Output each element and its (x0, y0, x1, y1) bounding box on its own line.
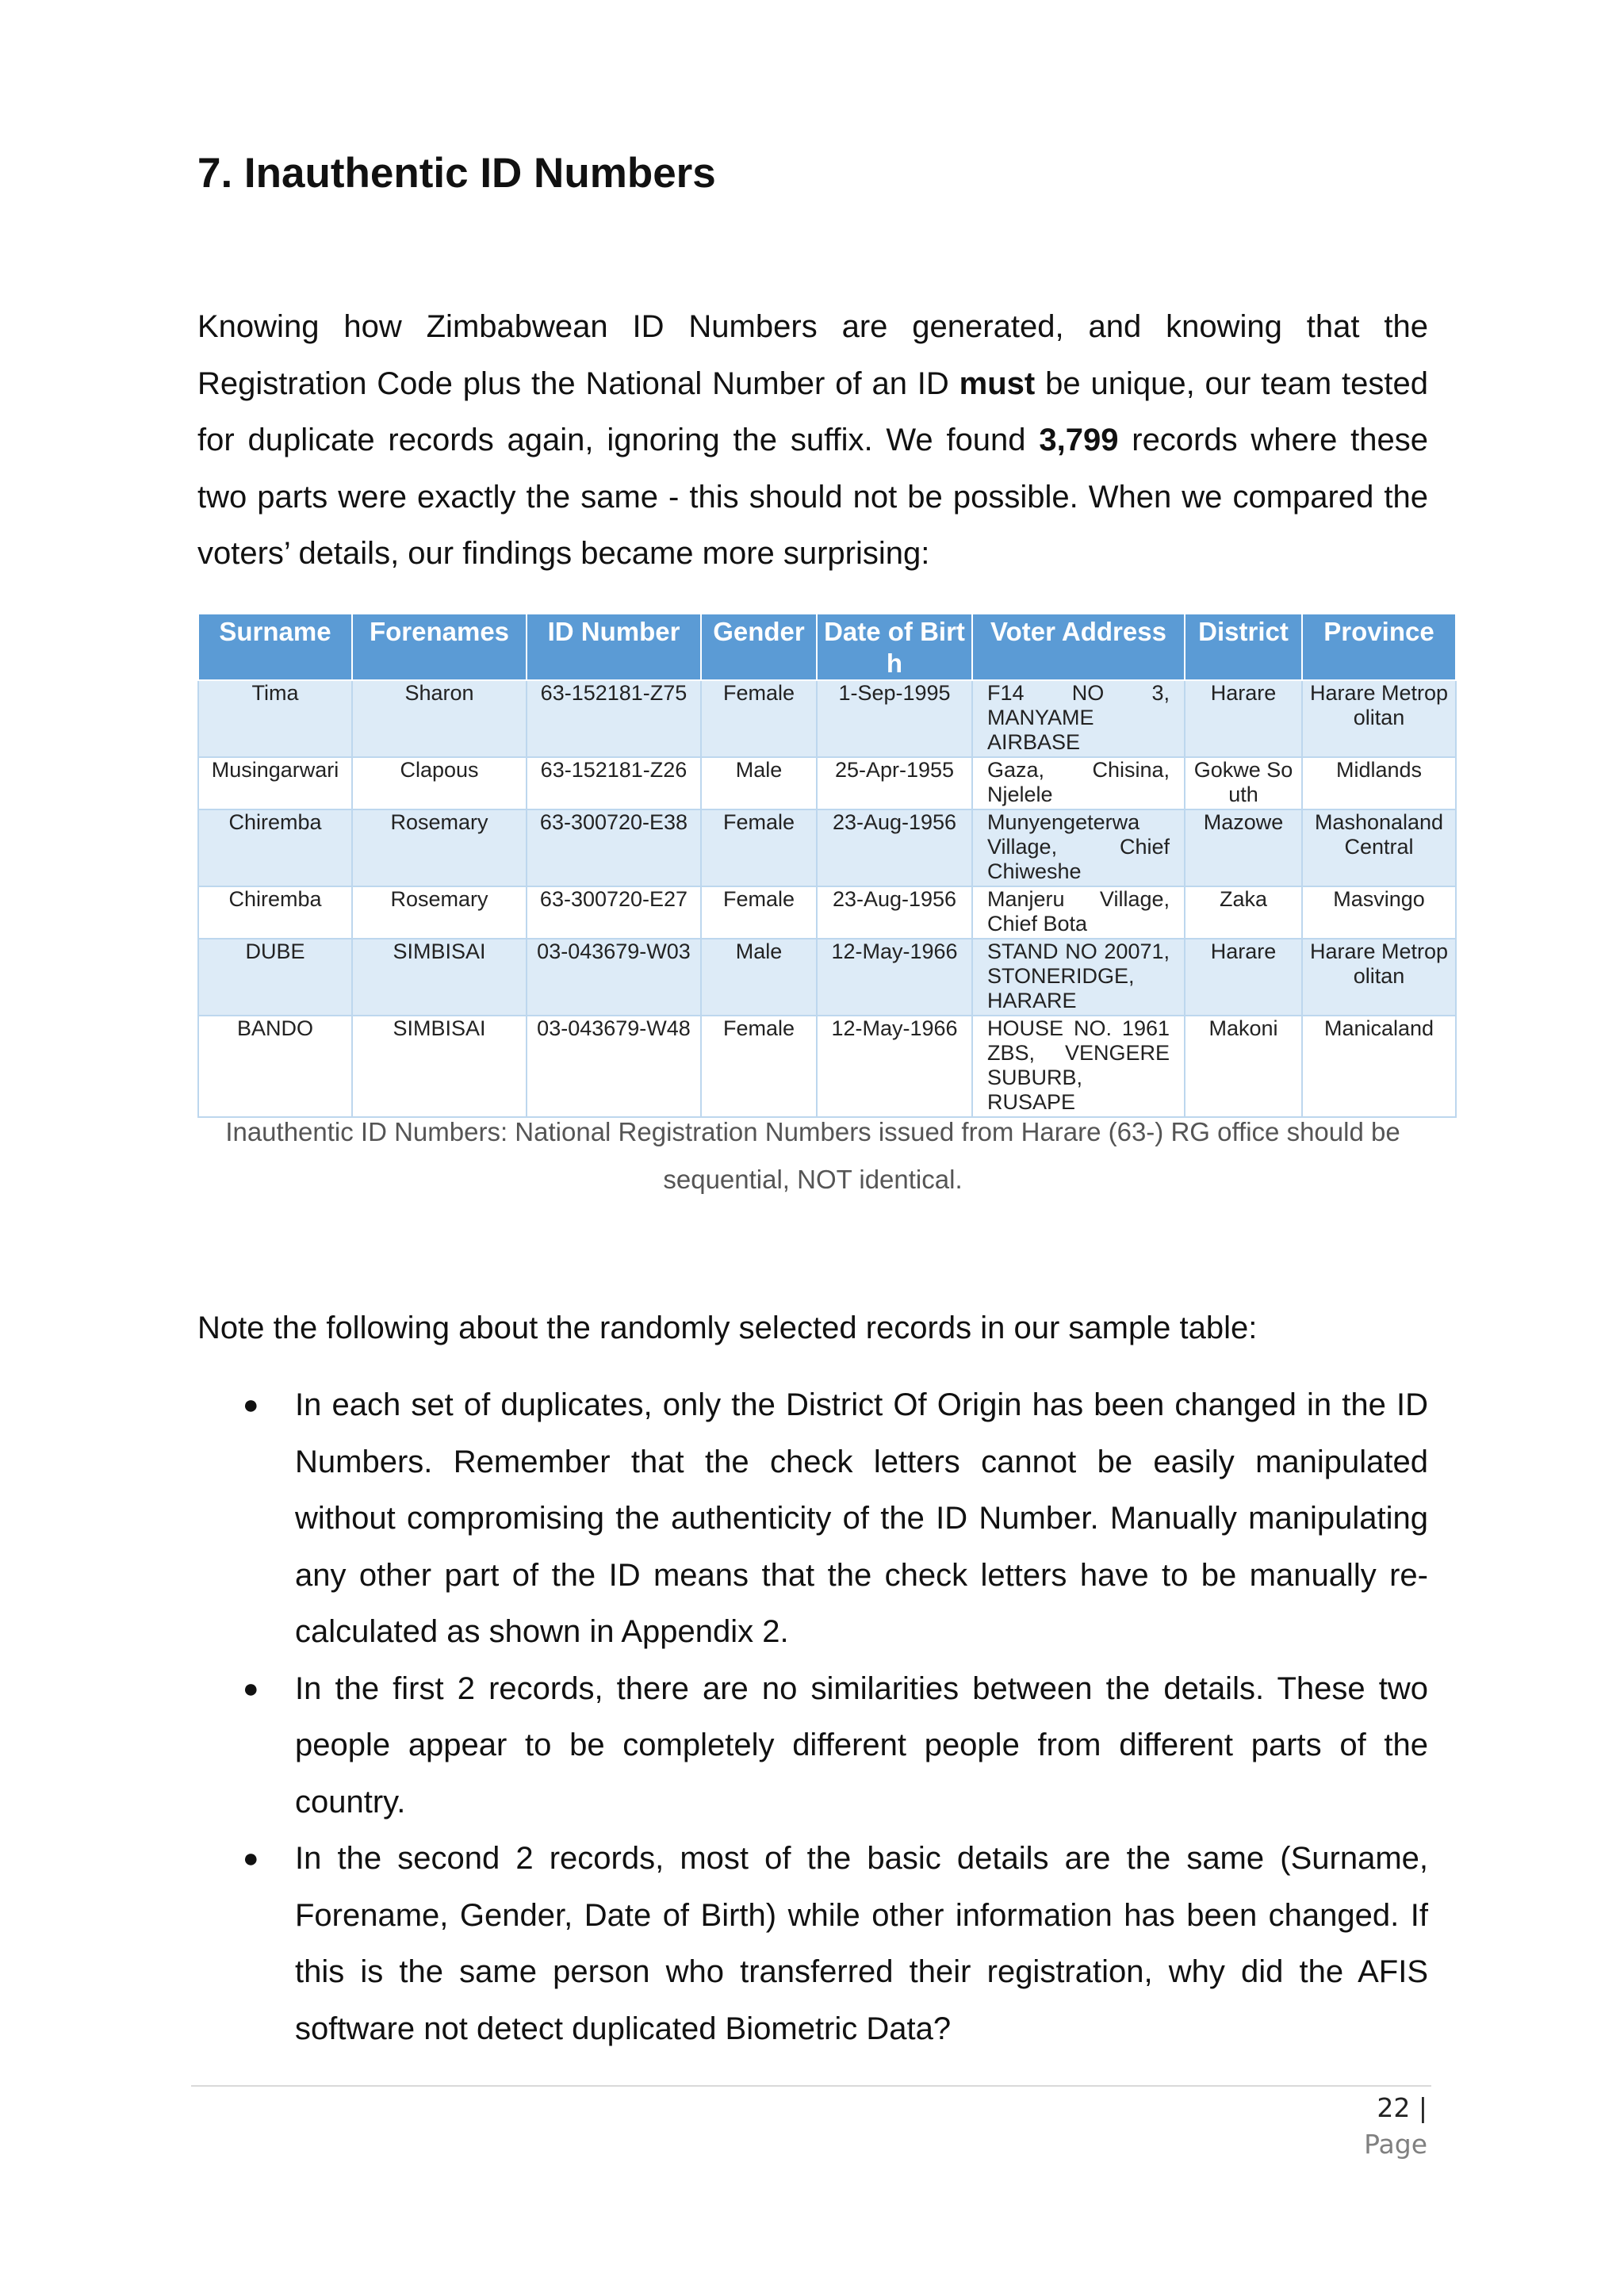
intro-emphasis-must: must (959, 365, 1036, 401)
cell-surname: Chiremba (198, 809, 352, 886)
header-forenames: Forenames (352, 614, 527, 680)
note-intro: Note the following about the randomly selected records in our sample table: (197, 1311, 1258, 1345)
cell-district: Zaka (1185, 886, 1302, 939)
cell-id-number: 63-152181-Z26 (527, 757, 701, 809)
cell-province: Mashonaland Central (1302, 809, 1456, 886)
cell-id-number: 63-300720-E38 (527, 809, 701, 886)
cell-forenames: Rosemary (352, 809, 527, 886)
table-header-row (198, 614, 1456, 680)
cell-voter-address: Manjeru Village, Chief Bota (972, 886, 1185, 939)
cell-voter-address: HOUSE NO. 1961 ZBS, VENGERE SUBURB, RUSAPE (972, 1016, 1185, 1117)
intro-paragraph (197, 299, 1428, 583)
header-voter-address: Voter Address (972, 614, 1185, 680)
cell-id-number: 03-043679-W03 (527, 939, 701, 1016)
duplicate-id-table (197, 613, 1457, 1118)
cell-district: Harare (1185, 939, 1302, 1016)
intro-text-2: be unique, our team tested for duplicate records again, ignoring the suffix. We found (197, 365, 1428, 457)
footer-divider (191, 2085, 1431, 2087)
cell-forenames: Sharon (352, 680, 527, 757)
table-row (198, 809, 1456, 886)
cell-date-of-birth: 1-Sep-1995 (817, 680, 972, 757)
page-number: 22 | (1377, 2092, 1427, 2123)
cell-district: Gokwe South (1185, 757, 1302, 809)
cell-voter-address: F14 NO 3, MANYAME AIRBASE (972, 680, 1185, 757)
cell-date-of-birth: 12-May-1966 (817, 1016, 972, 1117)
cell-gender: Male (701, 757, 817, 809)
cell-date-of-birth: 23-Aug-1956 (817, 886, 972, 939)
cell-voter-address: Gaza, Chisina, Njelele (972, 757, 1185, 809)
cell-date-of-birth: 25-Apr-1955 (817, 757, 972, 809)
intro-emphasis-count: 3,799 (1039, 423, 1119, 457)
findings-list (197, 1377, 1428, 2057)
cell-voter-address: Munyengeterwa Village, Chief Chiweshe (972, 809, 1185, 886)
cell-date-of-birth: 12-May-1966 (817, 939, 972, 1016)
cell-surname: Chiremba (198, 886, 352, 939)
page-label: Page (1364, 2129, 1427, 2160)
list-item (197, 1831, 1428, 2057)
list-item-text: In the second 2 records, most of the basic details are the same (Surname, Forename, Gender, Date of Birth) while other information has been changed. If this is the same person who transferred their registration, why did the AFIS software not detect duplicated Biometric Data? (295, 1841, 1428, 2046)
bullet-icon: ● (243, 1673, 259, 1704)
cell-district: Harare (1185, 680, 1302, 757)
header-gender: Gender (701, 614, 817, 680)
header-date-of-birth: Date of Birth (817, 614, 972, 680)
cell-id-number: 03-043679-W48 (527, 1016, 701, 1117)
cell-forenames: SIMBISAI (352, 1016, 527, 1117)
table-row (198, 757, 1456, 809)
cell-province: Manicaland (1302, 1016, 1456, 1117)
cell-gender: Female (701, 1016, 817, 1117)
cell-gender: Male (701, 939, 817, 1016)
intro-text-1: Knowing how Zimbabwean ID Numbers are generated, and knowing that the Registration Code plus the National Number of an ID (197, 309, 1428, 401)
cell-surname: Tima (198, 680, 352, 757)
header-id-number: ID Number (527, 614, 701, 680)
table-caption: Inauthentic ID Numbers: National Registration Numbers issued from Harare (63-) RG office should be sequential, NOT identical. (225, 1117, 1400, 1194)
table-row (198, 939, 1456, 1016)
list-item (197, 1377, 1428, 1661)
cell-id-number: 63-152181-Z75 (527, 680, 701, 757)
cell-province: Midlands (1302, 757, 1456, 809)
cell-surname: Musingarwari (198, 757, 352, 809)
bullet-icon: ● (243, 1390, 259, 1420)
intro-text-3: records where these two parts were exactly the same - this should not be possible. When we compared the voters’ details, our findings became more surprising: (197, 423, 1429, 571)
cell-gender: Female (701, 680, 817, 757)
header-surname: Surname (198, 614, 352, 680)
list-item-text: In each set of duplicates, only the District Of Origin has been changed in the ID Numbers. Remember that the check letters cannot be easily manipulated without compromising the authenticity of the ID Number. Manually manipulating any other part of the ID means that the check letters have to be manually re-calculated as shown in Appendix 2. (295, 1387, 1428, 1649)
cell-gender: Female (701, 886, 817, 939)
page-footer (1364, 2090, 1427, 2163)
header-province: Province (1302, 614, 1456, 680)
cell-surname: BANDO (198, 1016, 352, 1117)
cell-province: Harare Metropolitan (1302, 680, 1456, 757)
cell-forenames: Rosemary (352, 886, 527, 939)
section-heading: 7. Inauthentic ID Numbers (197, 150, 716, 197)
cell-district: Makoni (1185, 1016, 1302, 1117)
table-row (198, 886, 1456, 939)
header-district: District (1185, 614, 1302, 680)
list-item-text: In the first 2 records, there are no similarities between the details. These two people appear to be completely different people from different parts of the country. (295, 1670, 1428, 1820)
cell-id-number: 63-300720-E27 (527, 886, 701, 939)
cell-province: Masvingo (1302, 886, 1456, 939)
bullet-icon: ● (243, 1843, 259, 1873)
list-item (197, 1661, 1428, 1831)
cell-voter-address: STAND NO 20071, STONERIDGE, HARARE (972, 939, 1185, 1016)
cell-gender: Female (701, 809, 817, 886)
cell-province: Harare Metropolitan (1302, 939, 1456, 1016)
cell-date-of-birth: 23-Aug-1956 (817, 809, 972, 886)
table-row (198, 1016, 1456, 1117)
cell-forenames: SIMBISAI (352, 939, 527, 1016)
cell-forenames: Clapous (352, 757, 527, 809)
table-row (198, 680, 1456, 757)
cell-surname: DUBE (198, 939, 352, 1016)
cell-district: Mazowe (1185, 809, 1302, 886)
